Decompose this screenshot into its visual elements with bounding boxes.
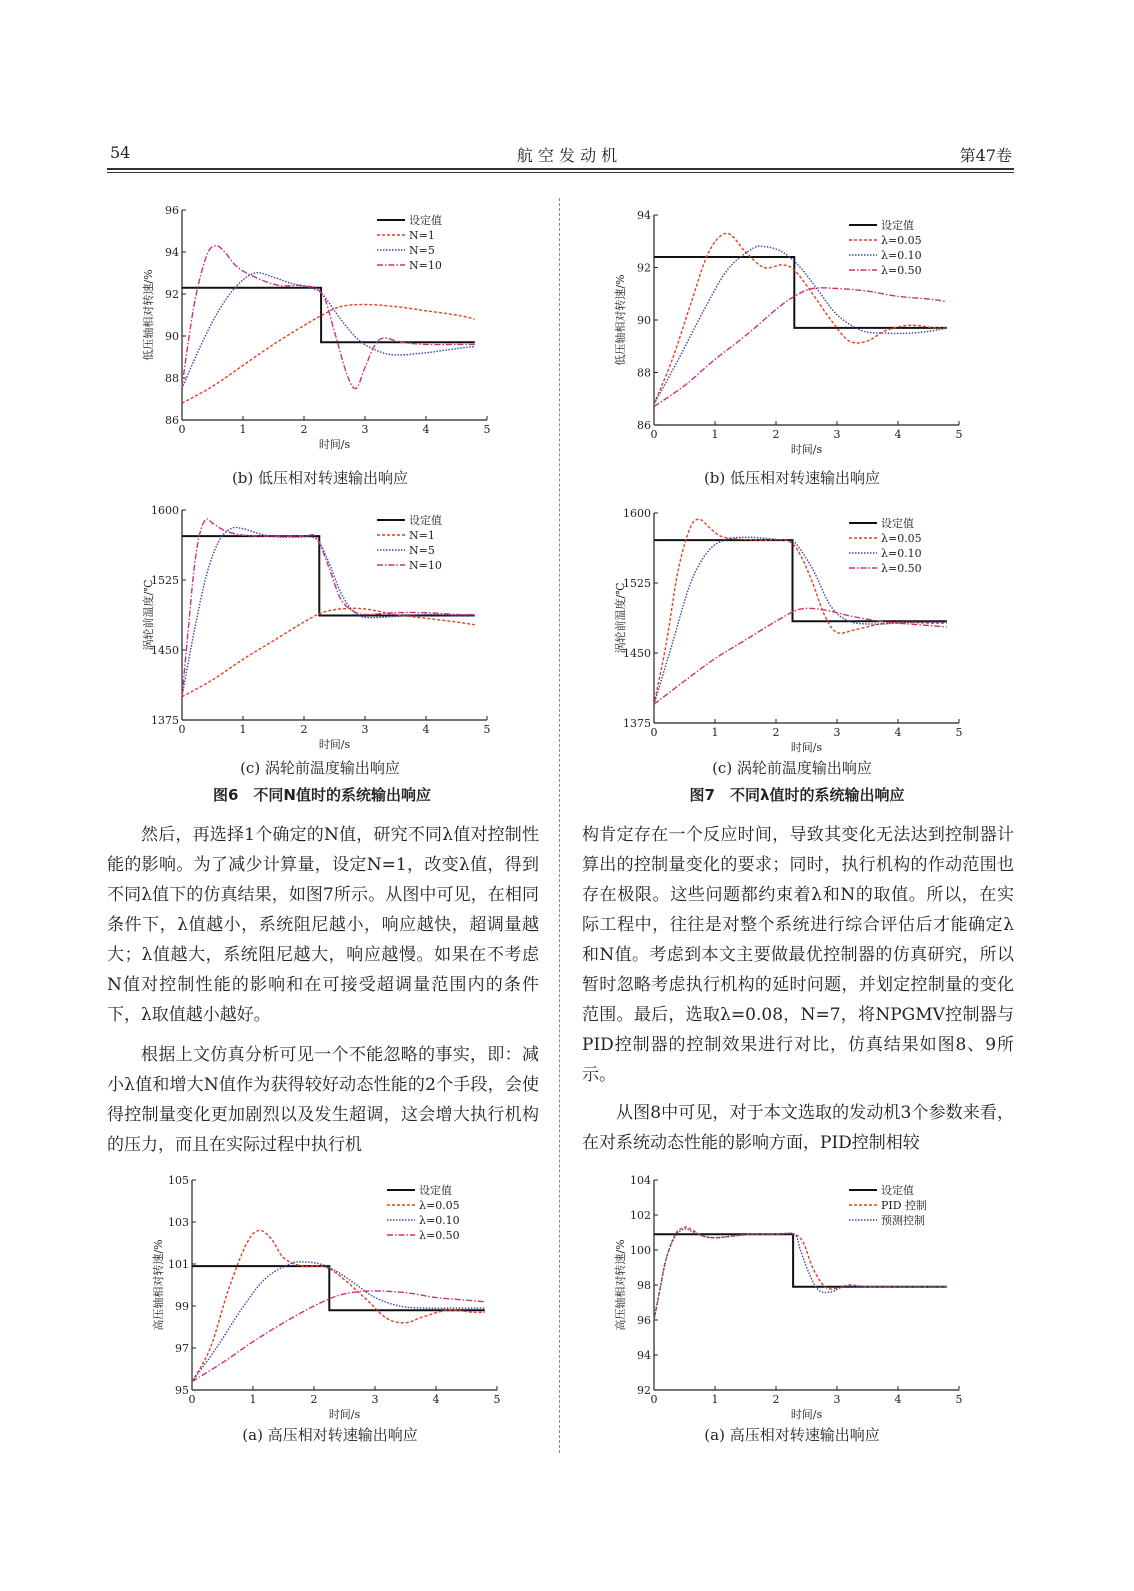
x-tick-label: 5 — [483, 423, 491, 436]
x-tick-label: 5 — [493, 1393, 501, 1406]
legend-label: 设定值 — [881, 517, 914, 530]
series-line — [192, 1262, 485, 1382]
y-tick-label: 100 — [630, 1244, 651, 1257]
chart-fig7a — [150, 1170, 510, 1425]
page-number: 54 — [110, 143, 131, 162]
y-tick-label: 88 — [165, 372, 179, 385]
y-tick-label: 105 — [168, 1174, 189, 1187]
legend-label: N=1 — [409, 529, 435, 542]
y-axis-label: 低压轴相对转速/% — [614, 274, 627, 366]
x-tick-label: 1 — [711, 428, 719, 441]
y-tick-label: 1600 — [623, 507, 651, 520]
series-line — [182, 273, 475, 389]
x-tick-label: 2 — [300, 423, 308, 436]
series-line — [654, 1234, 947, 1287]
legend-label: λ=0.50 — [881, 264, 922, 277]
caption-fig7b: (b) 低压相对转速输出响应 — [703, 469, 881, 487]
y-tick-label: 96 — [637, 1314, 651, 1327]
x-tick-label: 2 — [300, 723, 308, 736]
legend-label: λ=0.10 — [881, 249, 922, 262]
legend-label: λ=0.05 — [419, 1199, 460, 1212]
x-axis-label: 时间/s — [318, 438, 351, 451]
y-tick-label: 86 — [165, 414, 179, 427]
legend-label: λ=0.50 — [881, 562, 922, 575]
legend-label: λ=0.05 — [881, 532, 922, 545]
y-tick-label: 1375 — [151, 714, 179, 727]
x-tick-label: 0 — [650, 1393, 658, 1406]
header-rule-thin — [107, 172, 1014, 173]
y-tick-label: 101 — [168, 1258, 189, 1271]
legend-label: N=1 — [409, 229, 435, 242]
chart-fig8a — [612, 1170, 972, 1425]
series-line — [182, 288, 475, 343]
x-tick-label: 3 — [371, 1393, 379, 1406]
x-tick-label: 5 — [955, 726, 963, 739]
x-tick-label: 3 — [833, 1393, 841, 1406]
y-tick-label: 90 — [637, 314, 651, 327]
x-tick-label: 4 — [422, 423, 430, 436]
x-tick-label: 2 — [772, 428, 780, 441]
legend-label: λ=0.10 — [419, 1214, 460, 1227]
x-tick-label: 3 — [361, 723, 369, 736]
y-tick-label: 98 — [637, 1279, 651, 1292]
legend-label: N=10 — [409, 259, 442, 272]
legend-label: N=5 — [409, 544, 435, 557]
journal-title: 航 空 发 动 机 — [516, 146, 618, 165]
paragraph-left-2: 根据上文仿真分析可见一个不能忽略的事实，即：减小λ值和增大N值作为获得较好动态性能的2个手段，会使得控制量变化更加剧烈以及发生超调，这会增大执行机构的压力，而且在实际过程中执行机 — [107, 1045, 539, 1155]
x-axis-label: 时间/s — [328, 1408, 361, 1421]
y-tick-label: 92 — [637, 1384, 651, 1397]
x-tick-label: 0 — [650, 428, 658, 441]
legend-label: 预测控制 — [881, 1214, 925, 1227]
series-line — [182, 305, 475, 404]
x-tick-label: 1 — [239, 423, 247, 436]
caption-fig8a: (a) 高压相对转速输出响应 — [704, 1426, 880, 1444]
y-axis-label: 涡轮前温度/℃ — [142, 579, 155, 651]
y-tick-label: 92 — [165, 288, 179, 301]
y-axis-label: 高压轴相对转速/% — [614, 1239, 627, 1331]
x-tick-label: 5 — [955, 1393, 963, 1406]
legend-label: PID 控制 — [881, 1199, 928, 1212]
x-axis-label: 时间/s — [790, 1408, 823, 1421]
y-tick-label: 1600 — [151, 504, 179, 517]
y-tick-label: 90 — [165, 330, 179, 343]
y-tick-label: 99 — [175, 1300, 189, 1313]
y-tick-label: 94 — [637, 209, 651, 222]
legend-label: 设定值 — [881, 1184, 914, 1197]
series-line — [654, 288, 947, 407]
paragraph-left-1: 然后，再选择1个确定的N值，研究不同λ值对控制性能的影响。为了减少计算量，设定N=1，改变λ值，得到不同λ值下的仿真结果，如图7所示。从图中可见，在相同条件下，λ值越小，系统阻尼越小，响应越快，超调量越大；λ值越大，系统阻尼越大，响应越慢。如果在不考虑N值对控制性能的影响和在可接受超调量范围内的条件下，λ取值越小越好。 — [107, 825, 539, 1025]
y-tick-label: 1450 — [151, 644, 179, 657]
x-tick-label: 0 — [178, 723, 186, 736]
y-axis-label: 高压轴相对转速/% — [152, 1239, 165, 1331]
x-tick-label: 4 — [894, 1393, 902, 1406]
series-line — [192, 1266, 485, 1310]
y-axis-label: 低压轴相对转速/% — [142, 269, 155, 361]
legend-label: λ=0.10 — [881, 547, 922, 560]
chart-fig7b — [612, 205, 972, 460]
y-tick-label: 1525 — [623, 577, 651, 590]
x-tick-label: 0 — [188, 1393, 196, 1406]
series-line — [182, 608, 475, 696]
caption-fig7a: (a) 高压相对转速输出响应 — [242, 1426, 418, 1444]
figure-7-title: 图7 不同λ值时的系统输出响应 — [689, 786, 905, 804]
legend-label: 设定值 — [881, 219, 914, 232]
column-separator — [559, 198, 560, 1453]
legend-label: N=10 — [409, 559, 442, 572]
x-tick-label: 0 — [650, 726, 658, 739]
caption-fig6c: (c) 涡轮前温度输出响应 — [240, 759, 400, 777]
x-tick-label: 1 — [711, 1393, 719, 1406]
legend-label: λ=0.05 — [881, 234, 922, 247]
legend-label: 设定值 — [419, 1184, 452, 1197]
x-axis-label: 时间/s — [318, 738, 351, 751]
y-tick-label: 94 — [637, 1349, 651, 1362]
chart-fig6b — [140, 200, 500, 455]
series-line — [654, 1229, 947, 1320]
y-tick-label: 96 — [165, 204, 179, 217]
x-tick-label: 1 — [249, 1393, 257, 1406]
x-tick-label: 4 — [894, 428, 902, 441]
x-tick-label: 3 — [833, 428, 841, 441]
paragraph-right-1: 构肯定存在一个反应时间，导致其变化无法达到控制器计算出的控制量变化的要求；同时，执行机构的作动范围也存在极限。这些问题都约束着λ和N的取值。所以，在实际工程中，往往是对整个系统进行综合评估后才能确定λ和N值。考虑到本文主要做最优控制器的仿真研究，所以暂时忽略考虑执行机构的延时问题，并划定控制量的变化范围。最后，选取λ=0.08，N=7，将NPGMV控制器与PID控制器的控制效果进行对比，仿真结果如图8、9所示。 — [582, 825, 1014, 1085]
x-tick-label: 5 — [483, 723, 491, 736]
x-tick-label: 0 — [178, 423, 186, 436]
x-tick-label: 2 — [772, 726, 780, 739]
x-tick-label: 1 — [239, 723, 247, 736]
legend-label: 设定值 — [409, 214, 442, 227]
y-tick-label: 1375 — [623, 717, 651, 730]
y-tick-label: 95 — [175, 1384, 189, 1397]
y-tick-label: 92 — [637, 261, 651, 275]
y-tick-label: 103 — [168, 1216, 189, 1229]
x-axis-label: 时间/s — [790, 741, 823, 754]
y-tick-label: 86 — [637, 419, 651, 432]
y-tick-label: 88 — [637, 366, 651, 380]
series-line — [192, 1230, 485, 1381]
caption-fig7c: (c) 涡轮前温度输出响应 — [712, 759, 872, 777]
paragraph-right-2: 从图8中可见，对于本文选取的发动机3个参数来看，在对系统动态性能的影响方面，PID控制相较 — [582, 1103, 1014, 1153]
y-axis-label: 涡轮前温度/℃ — [614, 582, 627, 654]
legend-label: N=5 — [409, 244, 435, 257]
x-tick-label: 4 — [894, 726, 902, 739]
y-tick-label: 97 — [175, 1342, 189, 1355]
x-tick-label: 1 — [711, 726, 719, 739]
series-line — [192, 1291, 485, 1382]
x-tick-label: 3 — [361, 423, 369, 436]
chart-fig7c — [612, 503, 972, 758]
y-tick-label: 102 — [630, 1209, 651, 1222]
y-tick-label: 104 — [630, 1174, 651, 1187]
x-tick-label: 4 — [422, 723, 430, 736]
x-tick-label: 2 — [310, 1393, 318, 1406]
legend-label: 设定值 — [409, 514, 442, 527]
x-tick-label: 3 — [833, 726, 841, 739]
x-axis-label: 时间/s — [790, 443, 823, 456]
volume-label: 第47卷 — [959, 146, 1012, 165]
x-tick-label: 2 — [772, 1393, 780, 1406]
legend-label: λ=0.50 — [419, 1229, 460, 1242]
y-tick-label: 1525 — [151, 574, 179, 587]
series-line — [654, 1227, 947, 1320]
chart-fig6c — [140, 500, 500, 755]
caption-fig6b: (b) 低压相对转速输出响应 — [231, 469, 409, 487]
header-rule — [107, 168, 1014, 170]
x-tick-label: 4 — [432, 1393, 440, 1406]
x-tick-label: 5 — [955, 428, 963, 441]
y-tick-label: 1450 — [623, 647, 651, 660]
y-tick-label: 94 — [165, 246, 179, 259]
figure-6-title: 图6 不同N值时的系统输出响应 — [213, 786, 431, 804]
